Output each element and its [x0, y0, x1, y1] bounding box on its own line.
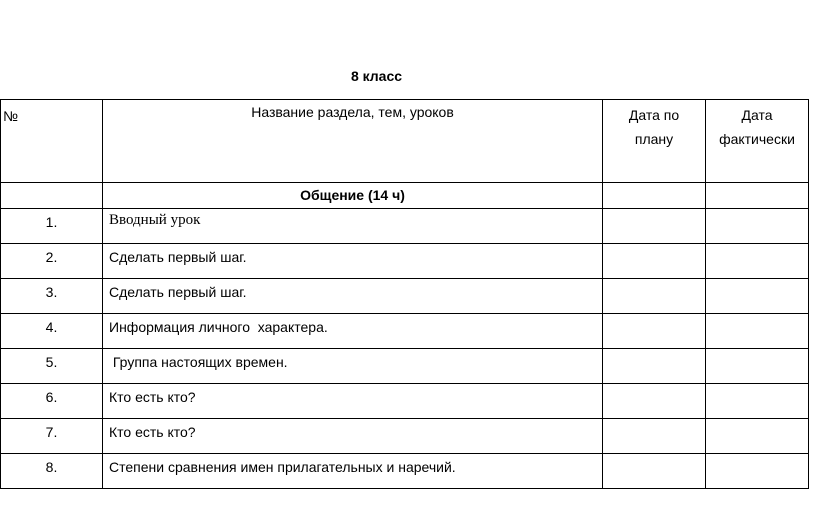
header-date-fact — [706, 100, 809, 183]
row-topic: Сделать первый шаг. — [103, 244, 603, 279]
row-topic: Кто есть кто? — [103, 384, 603, 419]
row-date-fact — [706, 419, 809, 454]
section-number-cell — [1, 183, 103, 209]
page-title: 8 класс — [350, 68, 403, 84]
row-date-plan — [603, 384, 706, 419]
row-date-plan — [603, 349, 706, 384]
row-date-fact — [706, 349, 809, 384]
header-date-fact-text: Дата фактически — [719, 107, 795, 147]
lesson-plan-table — [0, 99, 809, 489]
header-date-plan-text: Дата по плану — [628, 107, 680, 147]
table-row — [1, 244, 809, 279]
row-date-plan — [603, 314, 706, 349]
header-date-plan — [603, 100, 706, 183]
row-number: 3. — [1, 279, 103, 314]
row-topic: Сделать первый шаг. — [103, 279, 603, 314]
section-date-plan — [603, 183, 706, 209]
header-name: Название раздела, тем, уроков — [103, 100, 603, 183]
row-number: 4. — [1, 314, 103, 349]
row-date-plan — [603, 244, 706, 279]
header-number: № — [1, 100, 103, 183]
table-row — [1, 209, 809, 244]
row-date-plan — [603, 454, 706, 489]
section-row — [1, 183, 809, 209]
section-name: Общение (14 ч) — [103, 183, 603, 209]
row-date-plan — [603, 279, 706, 314]
row-number: 7. — [1, 419, 103, 454]
row-date-fact — [706, 279, 809, 314]
row-number: 8. — [1, 454, 103, 489]
row-topic: Группа настоящих времен. — [103, 349, 603, 384]
table-row — [1, 384, 809, 419]
row-number: 5. — [1, 349, 103, 384]
row-number: 2. — [1, 244, 103, 279]
section-date-fact — [706, 183, 809, 209]
row-date-fact — [706, 244, 809, 279]
row-number: 6. — [1, 384, 103, 419]
row-topic: Вводный урок — [103, 209, 603, 244]
row-date-fact — [706, 384, 809, 419]
table-row — [1, 314, 809, 349]
row-topic: Степени сравнения имен прилагательных и наречий. — [103, 454, 603, 489]
row-date-fact — [706, 314, 809, 349]
row-date-plan — [603, 419, 706, 454]
row-topic: Кто есть кто? — [103, 419, 603, 454]
row-date-fact — [706, 454, 809, 489]
table-row — [1, 419, 809, 454]
row-topic: Информация личного характера. — [103, 314, 603, 349]
table-row — [1, 349, 809, 384]
row-date-plan — [603, 209, 706, 244]
row-number: 1. — [1, 209, 103, 244]
row-date-fact — [706, 209, 809, 244]
table-row — [1, 454, 809, 489]
table-header-row — [1, 100, 809, 183]
table-row — [1, 279, 809, 314]
